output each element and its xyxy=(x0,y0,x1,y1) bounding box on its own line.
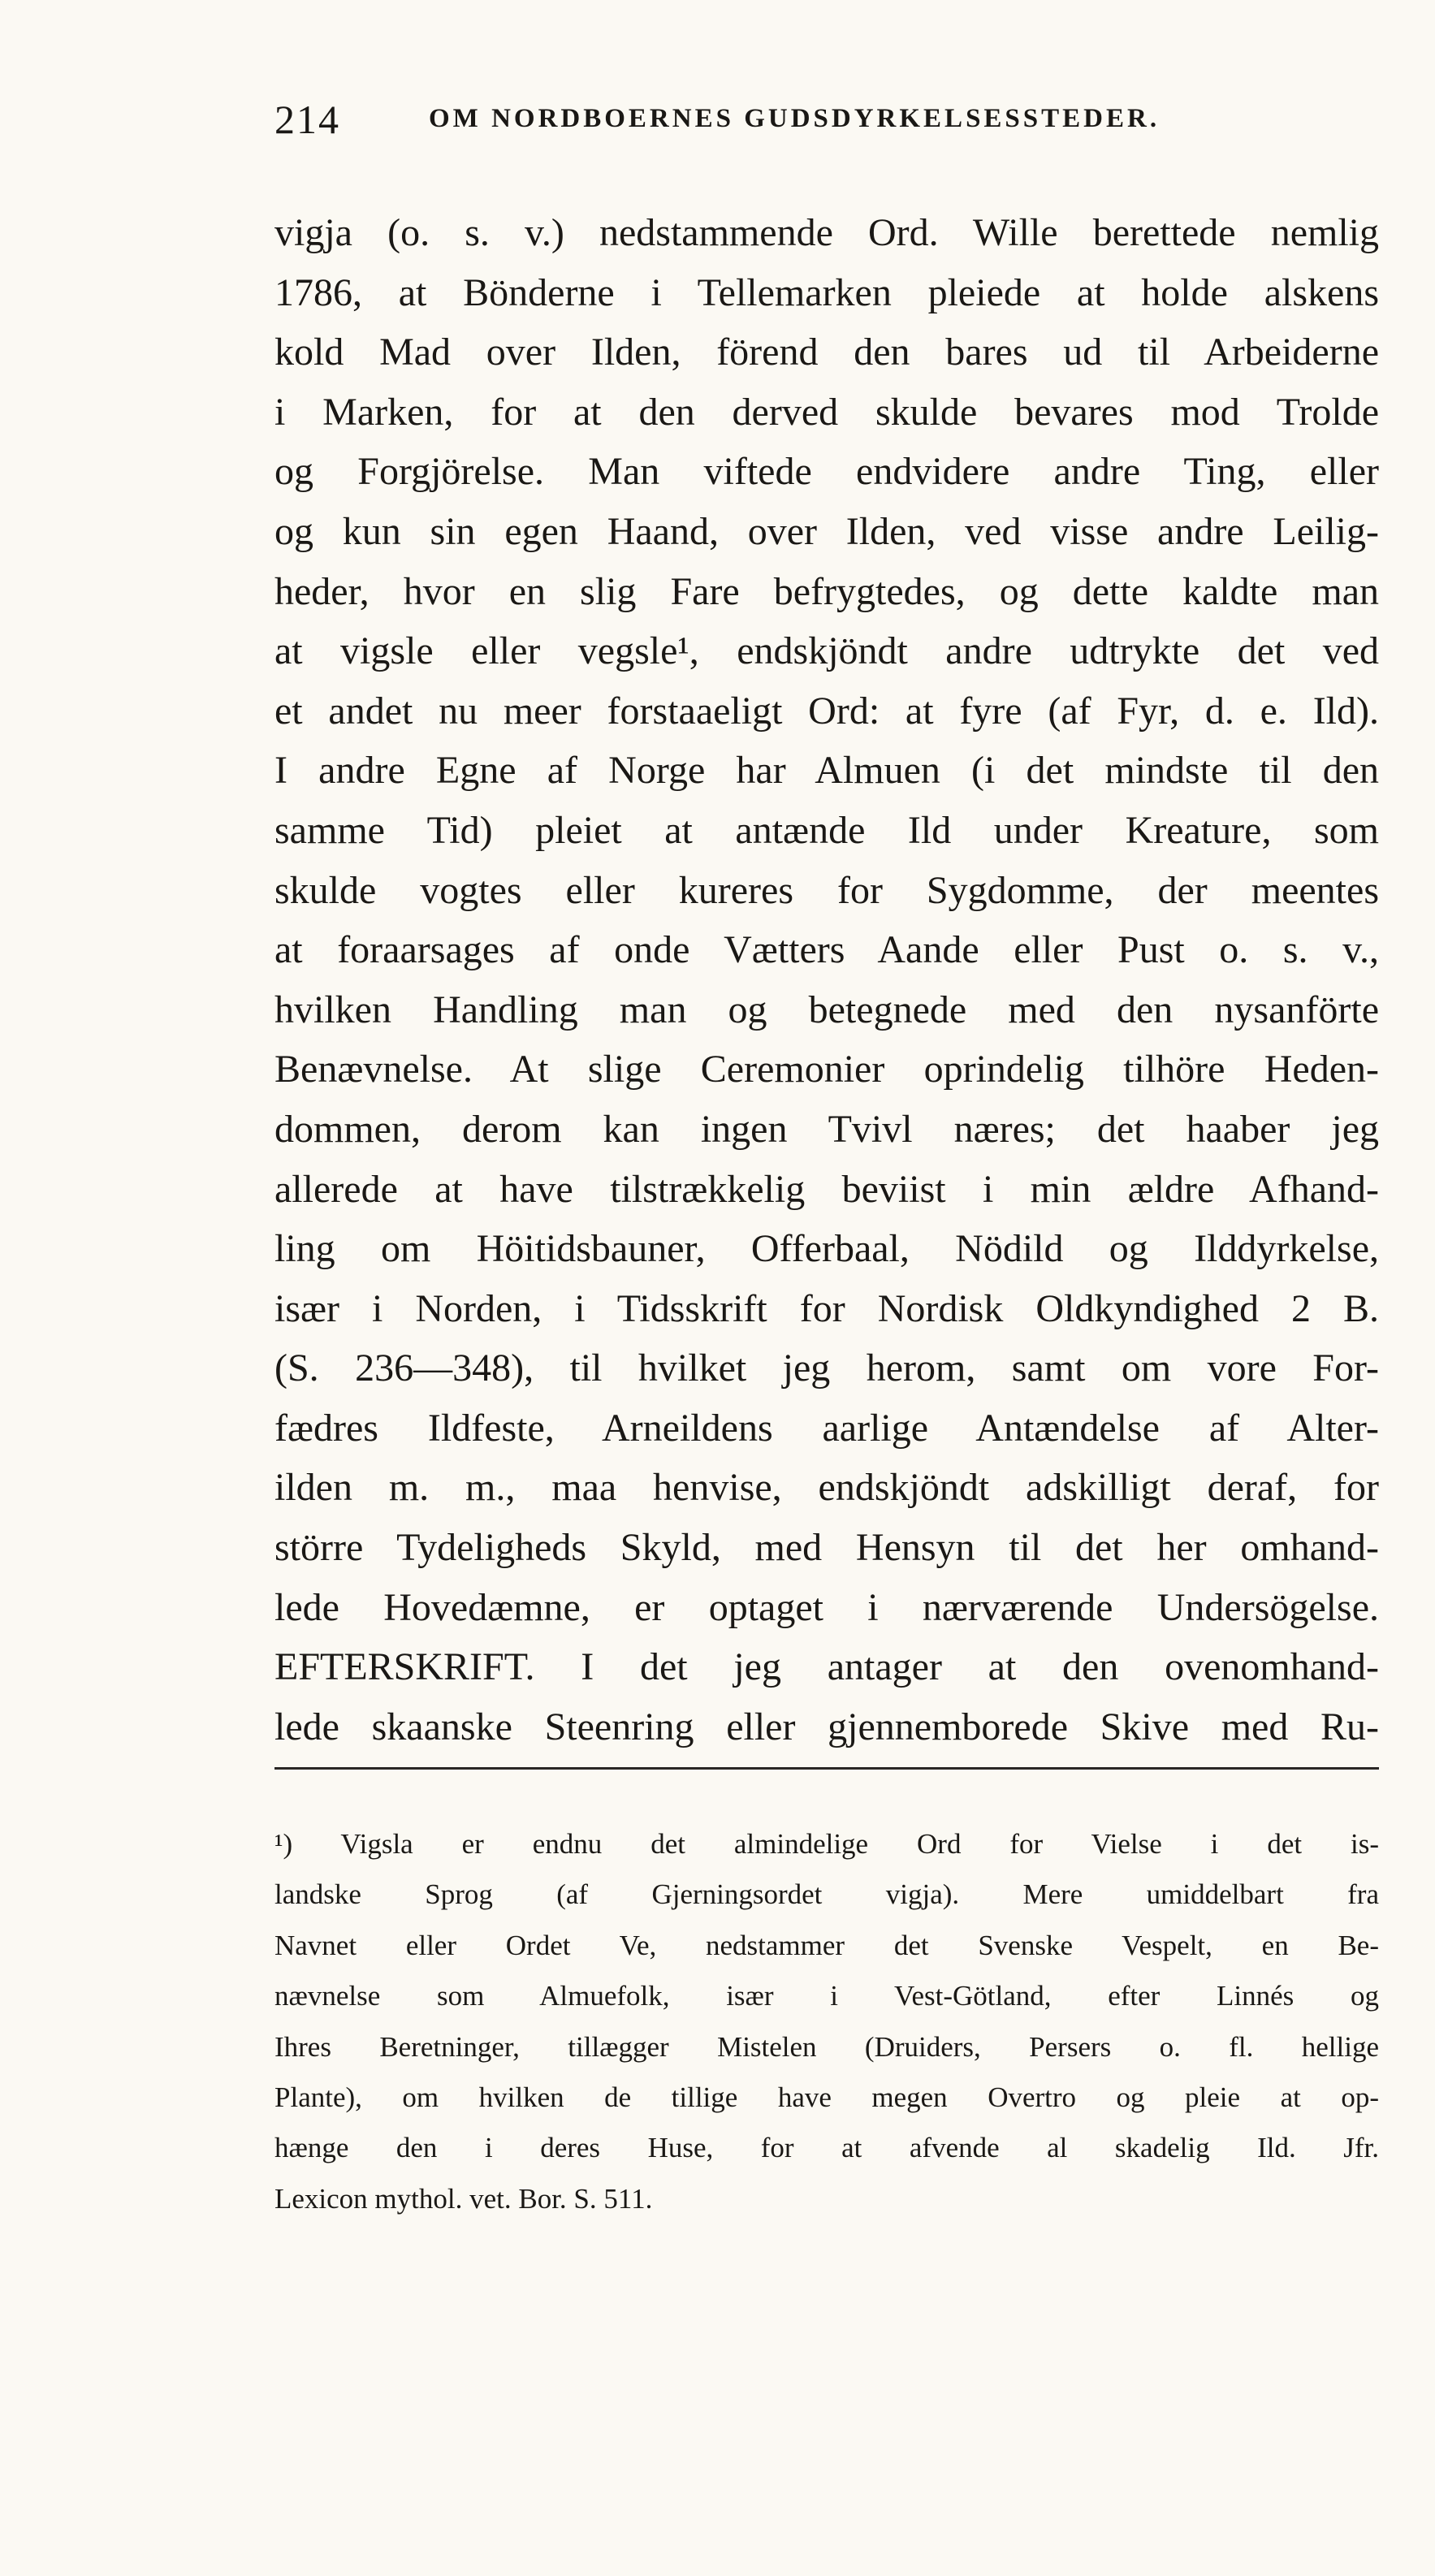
body-line: I andre Egne af Norge har Almuen (i det mindste til den xyxy=(274,749,1379,793)
body-line: skulde vogtes eller kureres for Sygdomme, der meentes xyxy=(274,868,1379,912)
body-line: Benævnelse. At slige Ceremonier oprindelig tilhöre Heden- xyxy=(274,1048,1379,1091)
body-line: (S. 236—348), til hvilket jeg herom, samt om vore For- xyxy=(274,1346,1379,1390)
body-line: ling om Höitidsbauner, Offerbaal, Nödild og Ilddyrkelse, xyxy=(274,1227,1379,1271)
footnote-line: Ihres Beretninger, tillægger Mistelen (Druiders, Persers o. fl. hellige xyxy=(274,2030,1379,2063)
body-line: heder, hvor en slig Fare befrygtedes, og dette kaldte man xyxy=(274,569,1379,613)
body-line: EFTERSKRIFT. I det jeg antager at den ovenomhand- xyxy=(274,1645,1379,1689)
footnote-line: nævnelse som Almuefolk, især i Vest-Götland, efter Linnés og xyxy=(274,1980,1379,2012)
body-line: lede Hovedæmne, er optaget i nærværende Undersögelse. xyxy=(274,1585,1379,1629)
footnote-line: hænge den i deres Huse, for at afvende al skadelig Ild. Jfr. xyxy=(274,2132,1379,2164)
running-head: OM NORDBOERNES GUDSDYRKELSESSTEDER. xyxy=(429,104,1161,133)
body-line: i Marken, for at den derved skulde bevares mod Trolde xyxy=(274,390,1379,434)
body-line: og Forgjörelse. Man viftede endvidere andre Ting, eller xyxy=(274,450,1379,494)
footnote-line: Plante), om hvilken de tillige have megen Overtro og pleie at op- xyxy=(274,2081,1379,2113)
body-line: samme Tid) pleiet at antænde Ild under Kreature, som xyxy=(274,808,1379,852)
body-line: lede skaanske Steenring eller gjennemborede Skive med Ru- xyxy=(274,1705,1379,1748)
body-line: vigja (o. s. v.) nedstammende Ord. Wille berettede nemlig xyxy=(274,211,1379,254)
footnote-rule xyxy=(274,1767,1379,1770)
footnote-line: Lexicon mythol. vet. Bor. S. 511. xyxy=(274,2182,653,2215)
footnote-line: Navnet eller Ordet Ve, nedstammer det Svenske Vespelt, en Be- xyxy=(274,1929,1379,1961)
page-header xyxy=(274,96,1371,145)
body-line: ilden m. m., maa henvise, endskjöndt adskilligt deraf, for xyxy=(274,1466,1379,1510)
body-line: især i Norden, i Tidsskrift for Nordisk Oldkyndighed 2 B. xyxy=(274,1286,1379,1330)
footnote-line: landske Sprog (af Gjerningsordet vigja). Mere umiddelbart fra xyxy=(274,1878,1379,1911)
footnote-line: ¹) Vigsla er endnu det almindelige Ord for Vielse i det is- xyxy=(274,1828,1379,1860)
body-line: allerede at have tilstrækkelig beviist i min ældre Afhand- xyxy=(274,1167,1379,1211)
body-line: hvilken Handling man og betegnede med den nysanförte xyxy=(274,988,1379,1031)
body-text xyxy=(274,203,1379,1757)
body-line: et andet nu meer forstaaeligt Ord: at fyre (af Fyr, d. e. Ild). xyxy=(274,689,1379,733)
body-line: kold Mad over Ilden, förend den bares ud til Arbeiderne xyxy=(274,331,1379,374)
body-line: dommen, derom kan ingen Tvivl næres; det haaber jeg xyxy=(274,1107,1379,1151)
body-line: at vigsle eller vegsle¹, endskjöndt andre udtrykte det ved xyxy=(274,629,1379,673)
body-line: at foraarsages af onde Vætters Aande eller Pust o. s. v., xyxy=(274,928,1379,972)
footnote xyxy=(274,1819,1379,2224)
body-line: fædres Ildfeste, Arneildens aarlige Antændelse af Alter- xyxy=(274,1406,1379,1450)
body-line: större Tydeligheds Skyld, med Hensyn til det her omhand- xyxy=(274,1526,1379,1570)
page-number: 214 xyxy=(274,97,340,142)
body-line: 1786, at Bönderne i Tellemarken pleiede at holde alskens xyxy=(274,270,1379,314)
body-line: og kun sin egen Haand, over Ilden, ved visse andre Leilig- xyxy=(274,509,1379,553)
